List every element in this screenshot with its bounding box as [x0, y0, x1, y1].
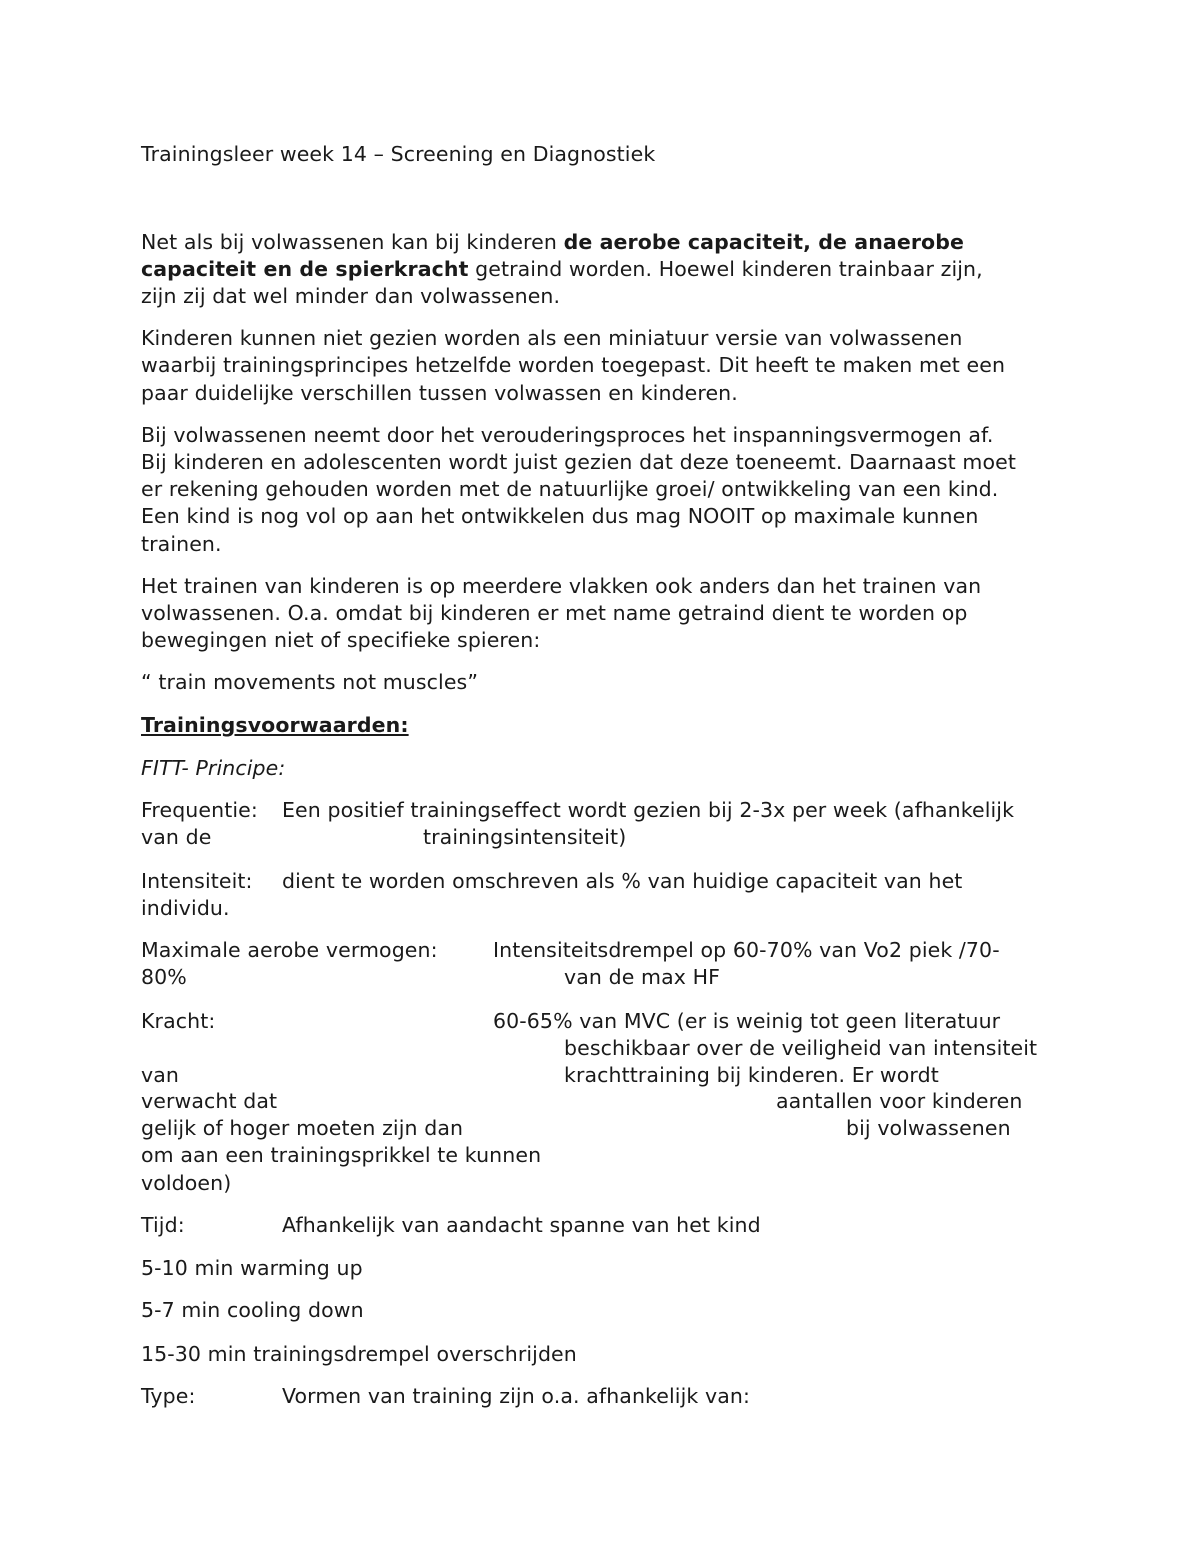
- paragraph-4-line-1: Het trainen van kinderen is op meerdere vlakken ook anders dan het trainen van: [141, 574, 982, 598]
- aerobe-text-2a: 80%: [141, 965, 187, 989]
- aerobe-text: Intensiteitsdrempel op 60-70% van Vo2 piek /70-: [493, 938, 1000, 962]
- paragraph-3-line-3: er rekening gehouden worden met de natuurlijke groei/ ontwikkeling van een kind.: [141, 477, 999, 501]
- type-label: Type:: [141, 1384, 196, 1408]
- quote: “ train movements not muscles”: [141, 670, 479, 694]
- paragraph-3-line-2: Bij kinderen en adolescenten wordt juist gezien dat deze toeneemt. Daarnaast moet: [141, 450, 1016, 474]
- intro-line-3: zijn zij dat wel minder dan volwassenen.: [141, 284, 561, 308]
- intensiteit-text: dient te worden omschreven als % van huidige capaciteit van het: [282, 869, 963, 893]
- type-text: Vormen van training zijn o.a. afhankelijk van:: [282, 1384, 750, 1408]
- paragraph-2-line-3: paar duidelijke verschillen tussen volwassen en kinderen.: [141, 381, 738, 405]
- intro-text: Net als bij volwassenen kan bij kinderen: [141, 230, 564, 254]
- cooling-down-line: 5-7 min cooling down: [141, 1298, 364, 1322]
- paragraph-3-line-1: Bij volwassenen neemt door het verouderingsproces het inspanningsvermogen af.: [141, 423, 994, 447]
- intro-line-2: [141, 256, 983, 283]
- kracht-text-3b: krachttraining bij kinderen. Er wordt: [564, 1063, 939, 1087]
- aerobe-text-2b: van de max HF: [564, 965, 721, 989]
- intro-line-1: [141, 229, 964, 256]
- intro-text-2: getraind worden. Hoewel kinderen trainbaar zijn,: [468, 257, 983, 281]
- kracht-text-5a: gelijk of hoger moeten zijn dan: [141, 1116, 464, 1140]
- kracht-text-3a: van: [141, 1063, 179, 1087]
- kracht-text-6: om aan een trainingsprikkel te kunnen: [141, 1143, 542, 1167]
- tijd-label: Tijd:: [141, 1213, 185, 1237]
- kracht-text-4b: aantallen voor kinderen: [776, 1089, 1023, 1113]
- paragraph-2-line-2: waarbij trainingsprincipes hetzelfde worden toegepast. Dit heeft te maken met een: [141, 353, 1006, 377]
- trainingsdrempel-line: 15-30 min trainingsdrempel overschrijden: [141, 1342, 577, 1366]
- paragraph-3-line-4: Een kind is nog vol op aan het ontwikkelen dus mag NOOIT op maximale kunnen: [141, 504, 979, 528]
- kracht-label: Kracht:: [141, 1009, 216, 1033]
- kracht-text-4a: verwacht dat: [141, 1089, 278, 1113]
- frequentie-text-2b: trainingsintensiteit): [423, 825, 627, 849]
- paragraph-3-line-5: trainen.: [141, 532, 222, 556]
- warming-up-line: 5-10 min warming up: [141, 1256, 363, 1280]
- frequentie-text: Een positief trainingseffect wordt gezien bij 2-3x per week (afhankelijk: [282, 798, 1015, 822]
- paragraph-4-line-3: bewegingen niet of specifieke spieren:: [141, 628, 541, 652]
- intro-bold-text-2: capaciteit en de spierkracht: [141, 257, 469, 281]
- tijd-text: Afhankelijk van aandacht spanne van het kind: [282, 1213, 761, 1237]
- intensiteit-text-2: individu.: [141, 896, 230, 920]
- paragraph-2-line-1: Kinderen kunnen niet gezien worden als een miniatuur versie van volwassenen: [141, 326, 963, 350]
- paragraph-4-line-2: volwassenen. O.a. omdat bij kinderen er met name getraind dient te worden op: [141, 601, 968, 625]
- aerobe-label: Maximale aerobe vermogen:: [141, 938, 438, 962]
- intro-bold-text: de aerobe capaciteit, de anaerobe: [563, 230, 964, 254]
- kracht-text-7: voldoen): [141, 1171, 232, 1195]
- intensiteit-label: Intensiteit:: [141, 869, 253, 893]
- section-heading: Trainingsvoorwaarden:: [141, 713, 409, 737]
- document-title: Trainingsleer week 14 – Screening en Diagnostiek: [141, 142, 656, 166]
- kracht-text-2: beschikbaar over de veiligheid van intensiteit: [564, 1036, 1038, 1060]
- frequentie-label: Frequentie:: [141, 798, 258, 822]
- fitt-principle-label: FITT- Principe:: [141, 756, 286, 780]
- kracht-text-5b: bij volwassenen: [846, 1116, 1011, 1140]
- kracht-text-1: 60-65% van MVC (er is weinig tot geen literatuur: [493, 1009, 1001, 1033]
- frequentie-text-2a: van de: [141, 825, 212, 849]
